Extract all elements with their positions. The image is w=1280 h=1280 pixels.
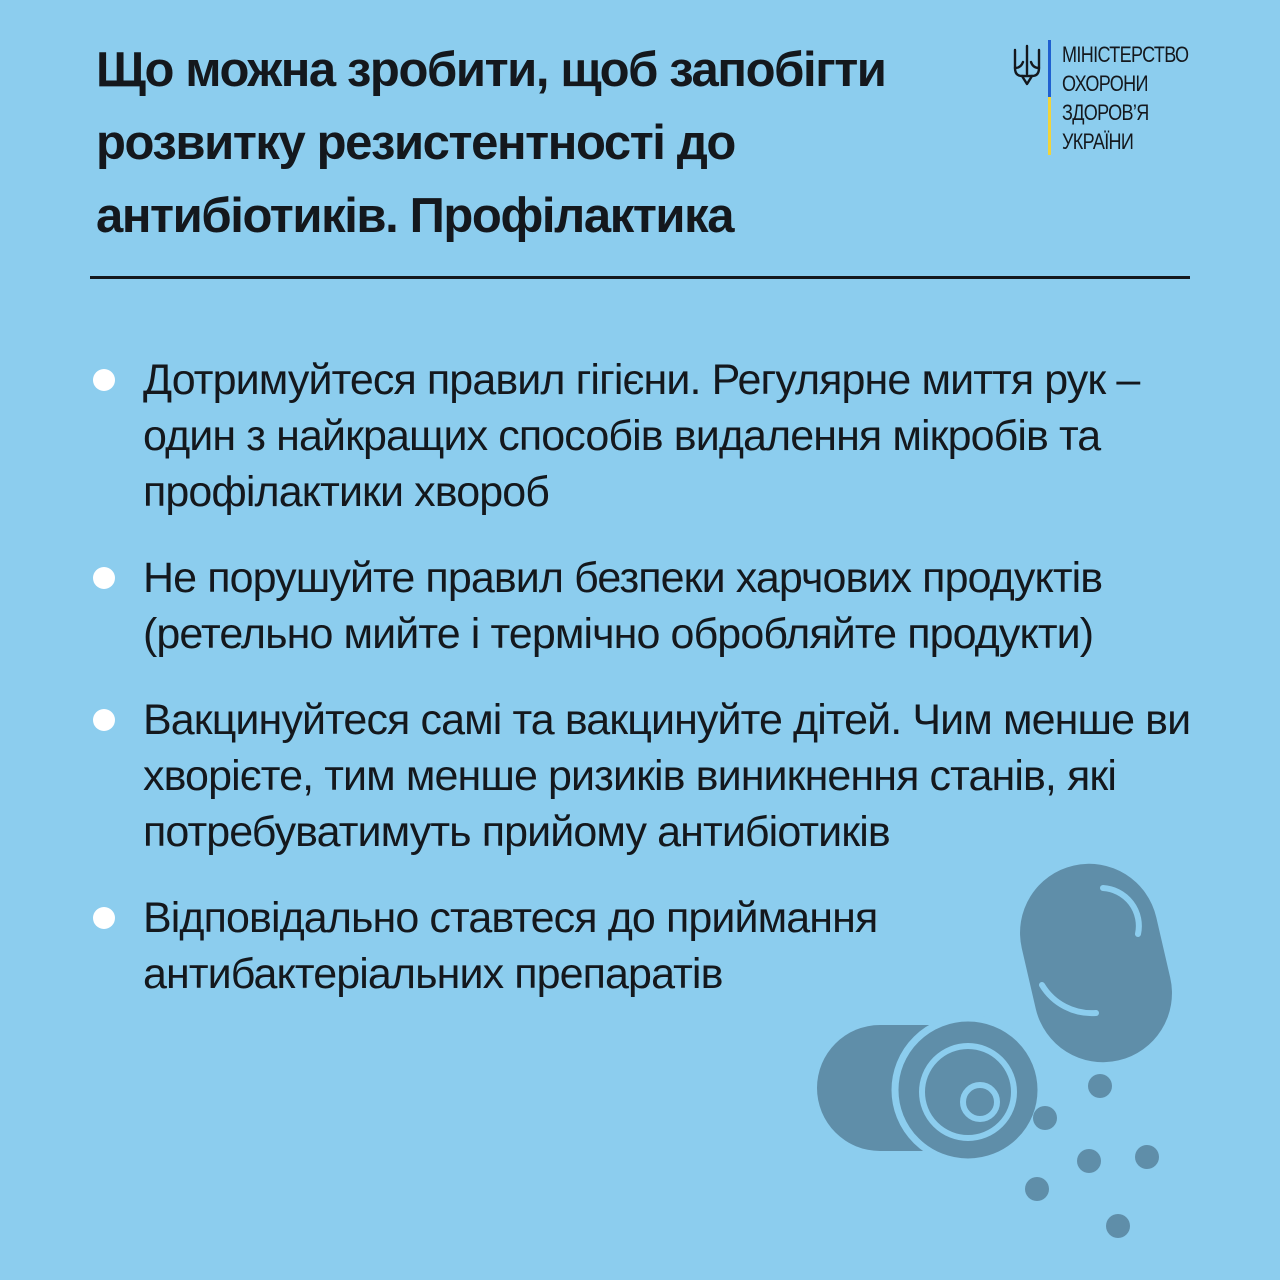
ministry-name [1062, 40, 1202, 156]
tip-item [90, 352, 1200, 520]
tip-text: Вакцинуйтеся самі та вакцинуйте дітей. Чим менше ви хворієте, тим менше ризиків виникнення станів, які потребуватимуть прийому антибіотиків [143, 696, 1191, 856]
flag-bar-blue [1048, 40, 1051, 97]
title-divider [90, 276, 1190, 279]
tablet-pill-icon [817, 1018, 1041, 1162]
ministry-name-line: ОХОРОНИ [1062, 71, 1148, 96]
tip-item [90, 692, 1200, 860]
capsule-pill-icon [1006, 860, 1185, 1076]
pill-dots [1025, 1074, 1159, 1238]
bullet-dot-icon [93, 907, 115, 929]
bullet-dot-icon [93, 567, 115, 589]
flag-bar [1048, 40, 1051, 155]
ministry-name-line: МІНІСТЕРСТВО [1062, 42, 1189, 67]
tip-text: Дотримуйтеся правил гігієни. Регулярне миття рук – один з найкращих способів видалення мікробів та профілактики хвороб [143, 356, 1140, 516]
tip-item [90, 550, 1200, 662]
ministry-logo [1010, 40, 1200, 160]
ministry-name-line: ЗДОРОВ’Я [1062, 100, 1149, 125]
bullet-dot-icon [93, 369, 115, 391]
page-title: Що можна зробити, щоб запобігти розвитку резистентності до антибіотиків. Профілактика [96, 43, 886, 243]
tip-text: Не порушуйте правил безпеки харчових продуктів (ретельно мийте і термічно обробляйте продукти) [143, 554, 1103, 658]
bullet-dot-icon [93, 709, 115, 731]
ministry-name-line: УКРАЇНИ [1062, 129, 1134, 154]
tip-text: Відповідально ставтеся до приймання антибактеріальних препаратів [143, 894, 878, 998]
flag-bar-yellow [1048, 97, 1051, 155]
trident-icon [1012, 44, 1042, 88]
pills-illustration [800, 860, 1200, 1260]
